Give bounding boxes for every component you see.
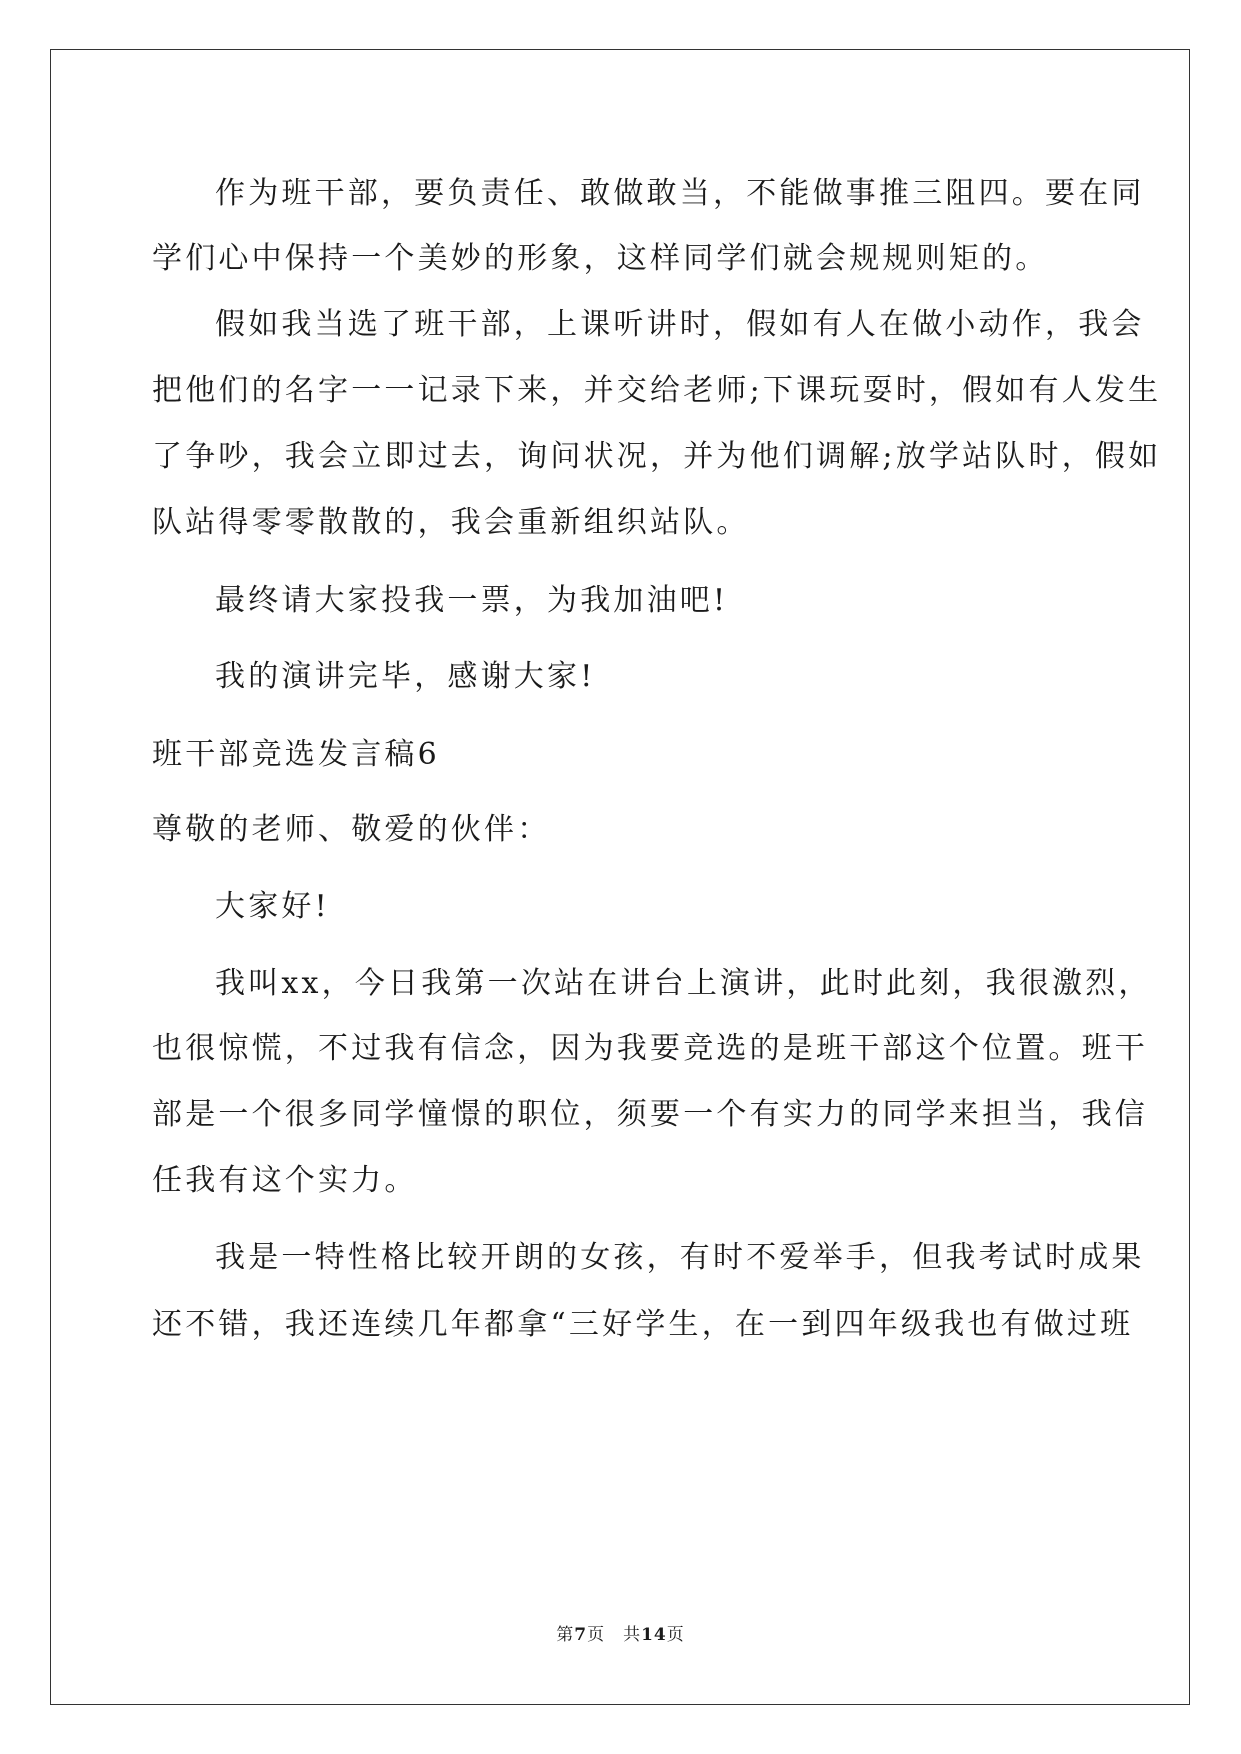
paragraph-line: 我是一特性格比较开朗的女孩，有时不爱举手，但我考试时成果: [215, 1240, 1145, 1275]
paragraph-line: 也很惊慌，不过我有信念，因为我要竞选的是班干部这个位置。班干: [152, 1031, 1148, 1066]
paragraph-line: 部是一个很多同学憧憬的职位，须要一个有实力的同学来担当，我信: [152, 1097, 1148, 1132]
paragraph-line: 任我有这个实力。: [152, 1163, 418, 1198]
paragraph-line: 作为班干部，要负责任、敢做敢当，不能做事推三阻四。要在同: [215, 176, 1145, 211]
salutation: 尊敬的老师、敬爱的伙伴：: [152, 812, 551, 847]
paragraph-line: 我的演讲完毕，感谢大家!: [215, 659, 596, 694]
paragraph-line: 我叫xx，今日我第一次站在讲台上演讲，此时此刻，我很激烈，: [215, 966, 1152, 1001]
paragraph-line: 假如我当选了班干部，上课听讲时，假如有人在做小动作，我会: [215, 307, 1145, 342]
greeting: 大家好!: [215, 889, 330, 924]
footer-suffix: 页: [666, 1625, 685, 1645]
paragraph-line: 把他们的名字一一记录下来，并交给老师;下课玩耍时，假如有人发生: [152, 373, 1162, 408]
page-footer: [0, 1624, 1241, 1646]
paragraph-line: 学们心中保持一个美妙的形象，这样同学们就会规规则矩的。: [152, 241, 1049, 276]
paragraph-line: 队站得零零散散的，我会重新组织站队。: [152, 505, 750, 540]
paragraph-line: 还不错，我还连续几年都拿“三好学生，在一到四年级我也有做过班: [152, 1307, 1134, 1342]
paragraph-line: 最终请大家投我一票，为我加油吧!: [215, 583, 729, 618]
current-page-number: 7: [574, 1625, 588, 1645]
total-page-count: 14: [641, 1625, 667, 1645]
footer-prefix: 第: [556, 1625, 575, 1645]
footer-middle: 页 共: [587, 1625, 642, 1645]
section-heading: 班干部竞选发言稿6: [152, 737, 440, 772]
page-frame: [50, 49, 1190, 1705]
paragraph-line: 了争吵，我会立即过去，询问状况，并为他们调解;放学站队时，假如: [152, 439, 1162, 474]
